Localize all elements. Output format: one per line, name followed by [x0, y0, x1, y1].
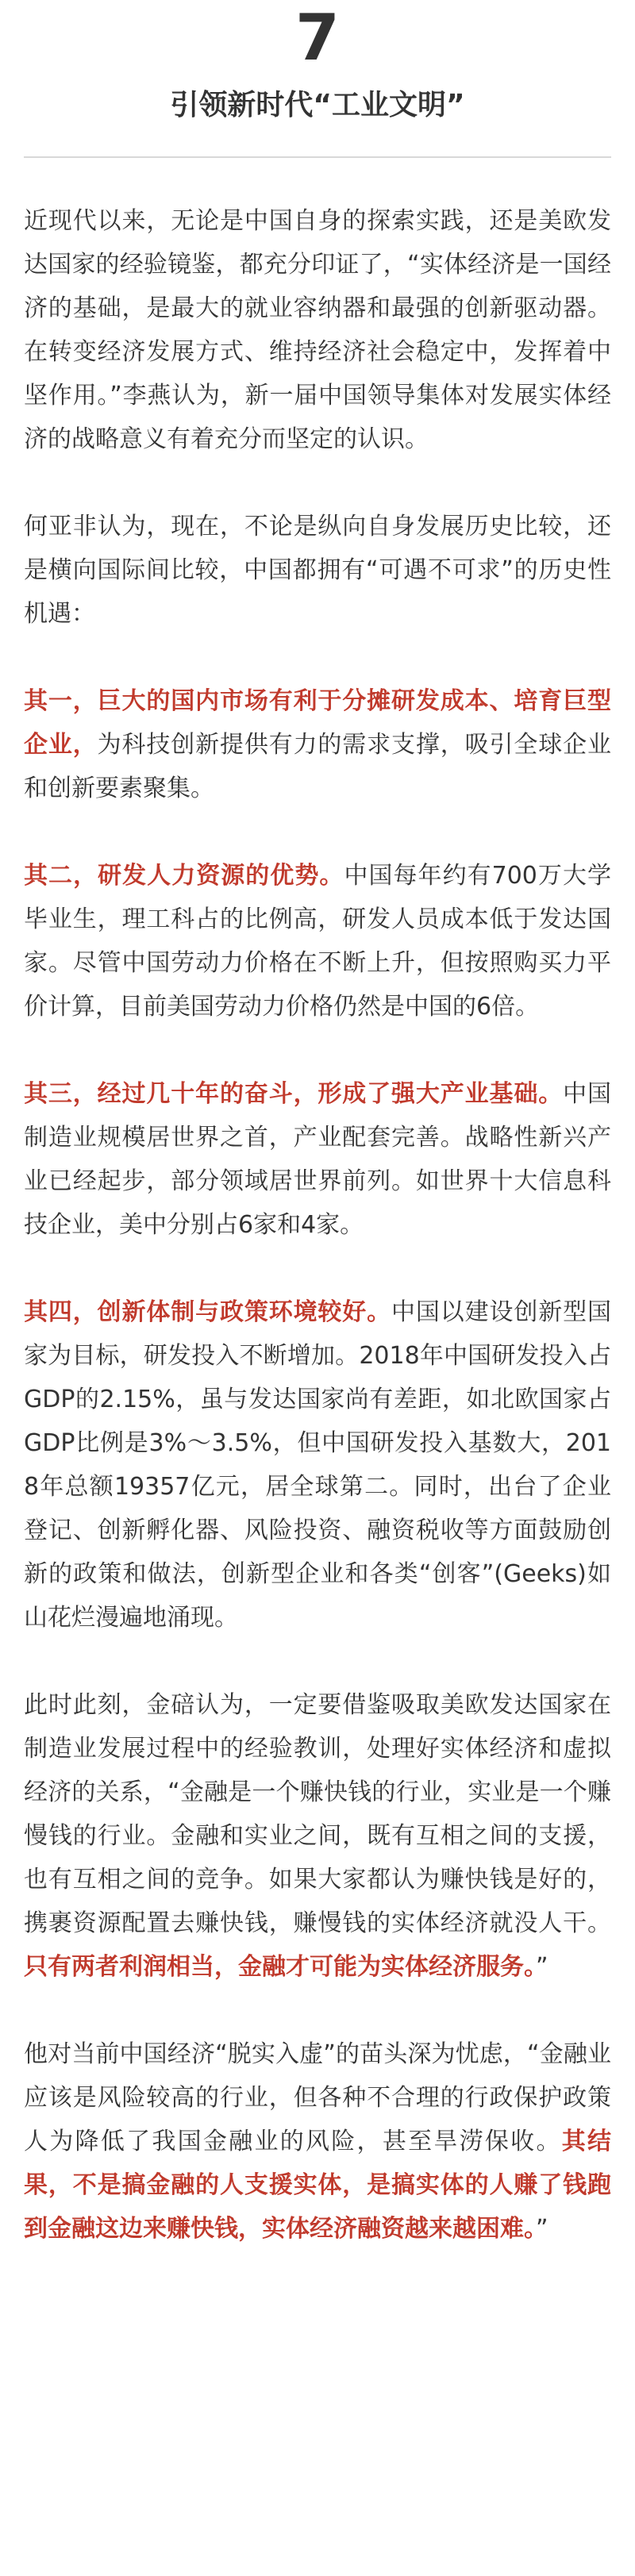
section-divider [24, 156, 611, 158]
highlighted-text: 其二，研发人力资源的优势。 [24, 861, 344, 890]
paragraph-text: 何亚非认为，现在，不论是纵向自身发展历史比较，还是横向国际间比较，中国都拥有“可遇不可求”的历史性机遇： [24, 512, 611, 628]
paragraph [24, 1683, 611, 1989]
paragraph-text: 中国每年约有700万大学毕业生，理工科占的比例高，研发人员成本低于发达国家。尽管中国劳动力价格在不断上升，但按照购买力平价计算，目前美国劳动力价格仍然是中国的6倍。 [24, 861, 611, 1021]
highlighted-text: 只有两者利润相当，金融才可能为实体经济服务。 [24, 1952, 536, 1981]
paragraph-text: 中国以建设创新型国家为目标，研发投入不断增加。2018年中国研发投入占GDP的2.15%，虽与发达国家尚有差距，如北欧国家占GDP比例是3%～3.5%，但中国研发投入基数大，2018年总额19357亿元，居全球第二。同时，出台了企业登记、创新孵化器、风险投资、融资税收等方面鼓励创新的政策和做法，创新型企业和各类“创客”(Geeks)如山花烂漫遍地涌现。 [24, 1298, 612, 1632]
paragraph-text: 为科技创新提供有力的需求支撑，吸引全球企业和创新要素聚集。 [24, 730, 612, 802]
article-body [24, 199, 611, 2251]
paragraph [24, 854, 611, 1028]
highlighted-text: 其四，创新体制与政策环境较好。 [24, 1298, 392, 1326]
paragraph [24, 1072, 611, 1247]
paragraph [24, 505, 611, 636]
section-number: 7 [295, 1, 340, 75]
highlighted-text: 其一，巨大的国内市场有利于分摊研发成本、培育巨型企业， [24, 686, 611, 759]
paragraph-text: ” [536, 2214, 548, 2243]
paragraph-text: ” [536, 1952, 548, 1981]
paragraph [24, 2032, 611, 2251]
highlighted-text: 其结果，不是搞金融的人支援实体，是搞实体的人赚了钱跑到金融这边来赚快钱，实体经济融资越来越困难。 [24, 2127, 612, 2243]
paragraph-text: 近现代以来，无论是中国自身的探索实践，还是美欧发达国家的经验镜鉴，都充分印证了，“实体经济是一国经济的基础，是最大的就业容纳器和最强的创新驱动器。在转变经济发展方式、维持经济社会稳定中，发挥着中坚作用。”李燕认为，新一届中国领导集体对发展实体经济的战略意义有着充分而坚定的认识。 [24, 206, 611, 453]
section-title: 引领新时代“工业文明” [170, 89, 465, 121]
paragraph [24, 199, 611, 461]
highlighted-text: 其三，经过几十年的奋斗，形成了强大产业基础。 [24, 1079, 564, 1108]
paragraph-text: 他对当前中国经济“脱实入虚”的苗头深为忧虑，“金融业应该是风险较高的行业，但各种不合理的行政保护政策人为降低了我国金融业的风险，甚至旱涝保收。 [24, 2040, 611, 2155]
paragraph [24, 679, 611, 810]
paragraph-text: 此时此刻，金碚认为，一定要借鉴吸取美欧发达国家在制造业发展过程中的经验教训，处理好实体经济和虚拟经济的关系，“金融是一个赚快钱的行业，实业是一个赚慢钱的行业。金融和实业之间，既有互相之间的支援，也有互相之间的竞争。如果大家都认为赚快钱是好的，携裹资源配置去赚快钱，赚慢钱的实体经济就没人干。 [24, 1690, 611, 1937]
paragraph [24, 1290, 611, 1640]
paragraph-text: 中国制造业规模居世界之首，产业配套完善。战略性新兴产业已经起步，部分领域居世界前列。如世界十大信息科技企业，美中分别占6家和4家。 [24, 1079, 612, 1239]
